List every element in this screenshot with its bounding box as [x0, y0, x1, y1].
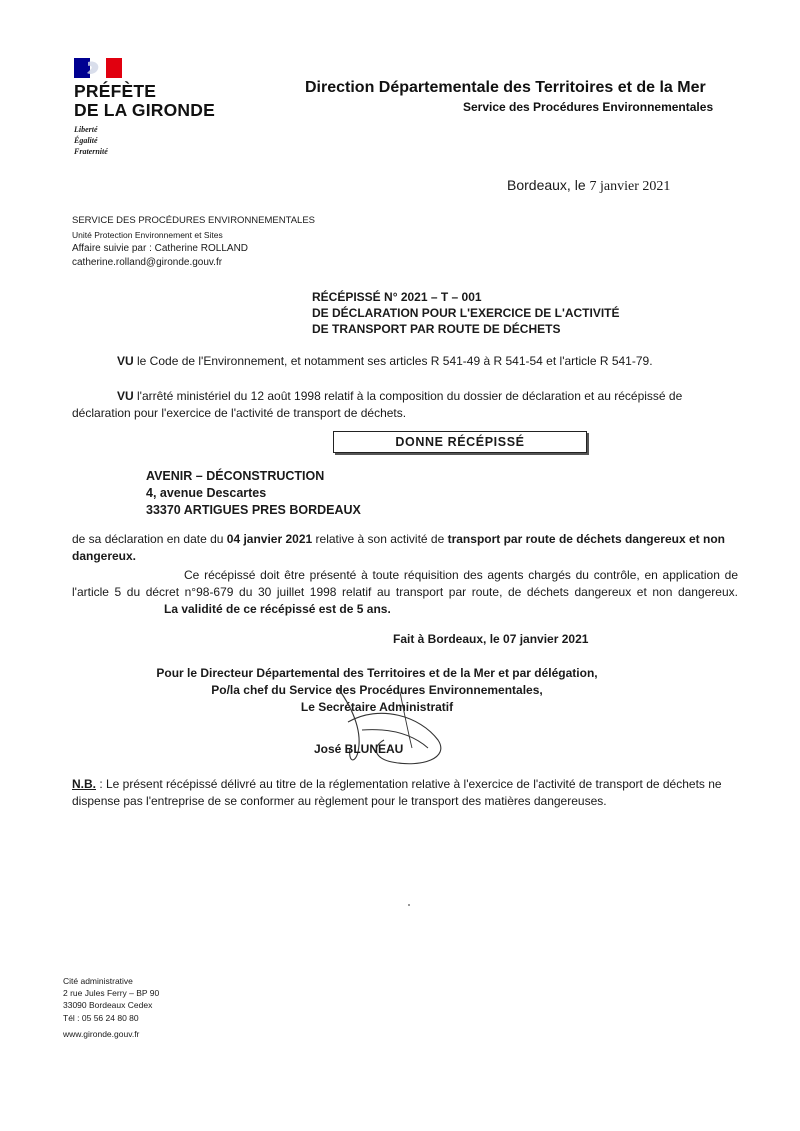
- marianne-flag-logo: [74, 58, 122, 78]
- receipt-title: [312, 289, 620, 337]
- signatory-line-1: Pour le Directeur Départemental des Territoires et de la Mer et par délégation,: [156, 666, 598, 680]
- receipt-title-line-2: DE DÉCLARATION POUR L'EXERCICE DE L'ACTIVITÉ: [312, 306, 620, 320]
- company-name: AVENIR – DÉCONSTRUCTION: [146, 469, 325, 483]
- signer-name: José BLUNEAU: [314, 742, 404, 756]
- nb-text: : Le présent récépissé délivré au titre de la réglementation relative à l'exercice de l'activité de transport de déchets ne dispense pas l'entreprise de se conformer au règlement pour le transport des matières dangereuses.: [72, 777, 722, 808]
- company-city: 33370 ARTIGUES PRES BORDEAUX: [146, 503, 361, 517]
- footer-address-line-3: 33090 Bordeaux Cedex: [63, 1000, 153, 1011]
- donne-recepisse-box: DONNE RÉCÉPISSÉ: [333, 431, 587, 453]
- vu-paragraph-2: [72, 388, 738, 422]
- company-address: [146, 468, 361, 519]
- motto-liberte: Liberté: [74, 125, 98, 134]
- sender-unit: Unité Protection Environnement et Sites: [72, 230, 223, 240]
- declaration-text-1: de sa déclaration en date du: [72, 532, 227, 546]
- signatory-line-3: Le Secrétaire Administratif: [300, 700, 454, 714]
- receipt-number: RÉCÉPISSÉ N° 2021 – T – 001: [312, 290, 482, 304]
- service-subtitle: Service des Procédures Environnementales: [463, 100, 714, 114]
- declaration-date: 04 janvier 2021: [226, 532, 313, 546]
- company-street: 4, avenue Descartes: [146, 486, 267, 500]
- sender-service: SERVICE DES PROCÉDURES ENVIRONNEMENTALES: [72, 215, 316, 226]
- date-prefix: Bordeaux, le: [507, 177, 590, 193]
- footer-website: www.gironde.gouv.fr: [63, 1029, 140, 1039]
- vu-lead: VU: [117, 389, 134, 403]
- vu-paragraph-1: [117, 353, 653, 370]
- motto-fraternite: Fraternité: [74, 147, 108, 156]
- prefecture-line-1: PRÉFÈTE: [74, 81, 157, 101]
- declaration-paragraph: [72, 531, 738, 565]
- nb-label: N.B.: [72, 777, 96, 791]
- scan-speck: [408, 904, 410, 906]
- letter-date: [507, 177, 670, 195]
- fait-a-bordeaux: Fait à Bordeaux, le 07 janvier 2021: [393, 632, 589, 646]
- footer-address: [63, 975, 159, 1024]
- receipt-title-line-3: DE TRANSPORT PAR ROUTE DE DÉCHETS: [312, 322, 561, 336]
- footer-address-line-2: 2 rue Jules Ferry – BP 90: [63, 988, 160, 999]
- vu-lead: VU: [117, 354, 134, 368]
- sender-contact: Affaire suivie par : Catherine ROLLAND: [72, 243, 249, 254]
- sender-block: [72, 214, 315, 270]
- handwritten-signature: [300, 682, 460, 772]
- vu-text: l'arrêté ministériel du 12 août 1998 relatif à la composition du dossier de déclaration et au récépissé de déclaration pour l'exercice de l'activité de transport de déchets.: [72, 389, 683, 420]
- declaration-text-2: relative à son activité de: [312, 532, 448, 546]
- prefecture-line-2: DE LA GIRONDE: [74, 100, 215, 120]
- sender-email: catherine.rolland@gironde.gouv.fr: [72, 257, 223, 268]
- declaration-activity: transport par route de déchets dangereux et non dangereux.: [72, 532, 725, 563]
- motto-egalite: Égalité: [74, 136, 98, 145]
- date-value: 7 janvier 2021: [589, 179, 671, 194]
- nb-note: [72, 776, 738, 810]
- vu-text: le Code de l'Environnement, et notamment ses articles R 541-49 à R 541-54 et l'article R 541-79.: [133, 354, 653, 368]
- footer-address-line-1: Cité administrative: [63, 976, 133, 986]
- prefecture-name: [74, 82, 215, 120]
- validity-text: Ce récépissé doit être présenté à toute réquisition des agents chargés du contrôle, en application de l'article 5 du décret n°98-679 du 30 juillet 1998 relatif au transport par route, de déchets dangereux et non dangereux.: [72, 568, 738, 599]
- republic-motto: [74, 124, 108, 157]
- validity-duration: La validité de ce récépissé est de 5 ans.: [164, 602, 391, 616]
- direction-title: Direction Départementale des Territoires et de la Mer: [305, 79, 706, 96]
- signatory-line-2: Po/la chef du Service des Procédures Environnementales,: [211, 683, 543, 697]
- footer-phone: Tél : 05 56 24 80 80: [63, 1012, 139, 1023]
- validity-paragraph: [72, 567, 738, 618]
